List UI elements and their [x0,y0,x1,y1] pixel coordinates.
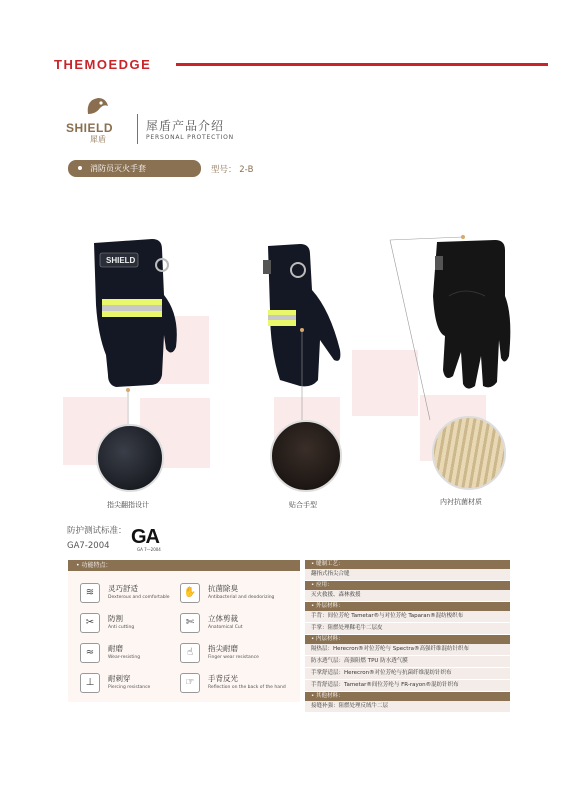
feature-item [68,671,183,701]
anti-cut-icon: ✂ [80,613,100,633]
feature-en: Anatomical Cut [208,625,243,630]
features-header [68,560,300,571]
lining-detail-image [432,416,506,490]
feature-item [68,611,183,641]
spec-header: • 应用： [305,581,510,590]
spec-row: 灭火救援、森林救援 [305,590,510,602]
features-panel [68,571,300,702]
spec-header: • 外层材料： [305,602,510,611]
feature-item [168,611,283,641]
ga-logo-sub: GA 7—2004 [137,547,161,552]
feature-cn: 立体剪裁 [208,614,238,623]
fingertip-detail-image [96,424,164,492]
fit-detail-image [270,420,342,492]
fingertip-icon: ☝ [180,643,200,663]
feature-en: Reflection on the back of the hand [208,685,286,690]
detail-caption: 内衬抗菌材质 [440,498,482,506]
feature-en: Wear-resisting [108,655,141,660]
section-title: 犀盾产品介绍 [146,119,225,133]
feature-en: Antibacterial and deodorizing [208,595,275,600]
wear-resisting-icon: ≈ [80,643,100,663]
feature-item [168,581,283,611]
feature-cn: 灵巧舒适 [108,584,138,593]
logo-chinese: 犀盾 [90,135,106,144]
standard-value: GA7-2004 [67,541,110,551]
flexible-icon: ≋ [80,583,100,603]
spec-row: 隔热层：Herecron®对位芳纶与 Spectra®高强纤维混纺针织布 [305,644,510,656]
section-subtitle: PERSONAL PROTECTION [146,134,234,141]
feature-item [68,581,183,611]
feature-item [68,641,183,671]
detail-caption: 指尖翻指设计 [107,501,149,509]
feature-en: Piercing resistance [108,685,151,690]
reflection-icon: ☞ [180,673,200,693]
spec-header: • 其他材料： [305,692,510,701]
piercing-icon: ⊥ [80,673,100,693]
spec-row: 防水透气层：高强阻燃 TPU 防水透气膜 [305,656,510,668]
features-title: • 功能特点： [76,562,112,569]
anatomical-cut-icon: ✄ [180,613,200,633]
feature-en: Anti cutting [108,625,135,630]
spec-row: 手背舒适层：Tametar®间位芳纶与 FR-rayon®混纺针织布 [305,680,510,692]
detail-caption: 贴合手型 [289,501,317,509]
feature-cn: 抗菌除臭 [208,584,238,593]
brand-name: THEMOEDGE [54,57,152,72]
spec-header: • 内层材料： [305,635,510,644]
feature-cn: 耐磨 [108,644,123,653]
feature-cn: 耐刺穿 [108,674,131,683]
feature-cn: 防割 [108,614,123,623]
logo-wordmark: SHIELD [66,121,114,135]
glove-brand-label: SHIELD [106,256,136,265]
spec-row: 手掌舒适层：Herecron®对位芳纶与抗菌纤维混纺针织布 [305,668,510,680]
spec-row: 手背：间位芳纶 Tametar®与对位芳纶 Taparan®混纺梭织布 [305,611,510,623]
standard-label: 防护测试标准： [67,526,127,536]
feature-item [168,641,283,671]
feature-cn: 手背反光 [208,674,238,683]
feature-en: Finger wear resistance [208,655,259,660]
ga-logo: GA [131,526,159,548]
specs-panel [305,560,510,713]
feature-cn: 指尖耐磨 [208,644,238,653]
spec-row: 手掌：阻燃处理鞣毛牛二层皮 [305,623,510,635]
spec-row: 翻指式指尖合缝 [305,569,510,581]
product-name: 消防员灭火手套 [90,164,146,173]
spec-row: 接缝补强：阻燃处理反绒牛二层 [305,701,510,713]
product-model: 型号： 2-B [211,165,254,175]
antibacterial-icon: ✋ [180,583,200,603]
feature-en: Dexterous and comfortable [108,595,170,600]
spec-header: • 缝制工艺： [305,560,510,569]
feature-item [168,671,286,701]
